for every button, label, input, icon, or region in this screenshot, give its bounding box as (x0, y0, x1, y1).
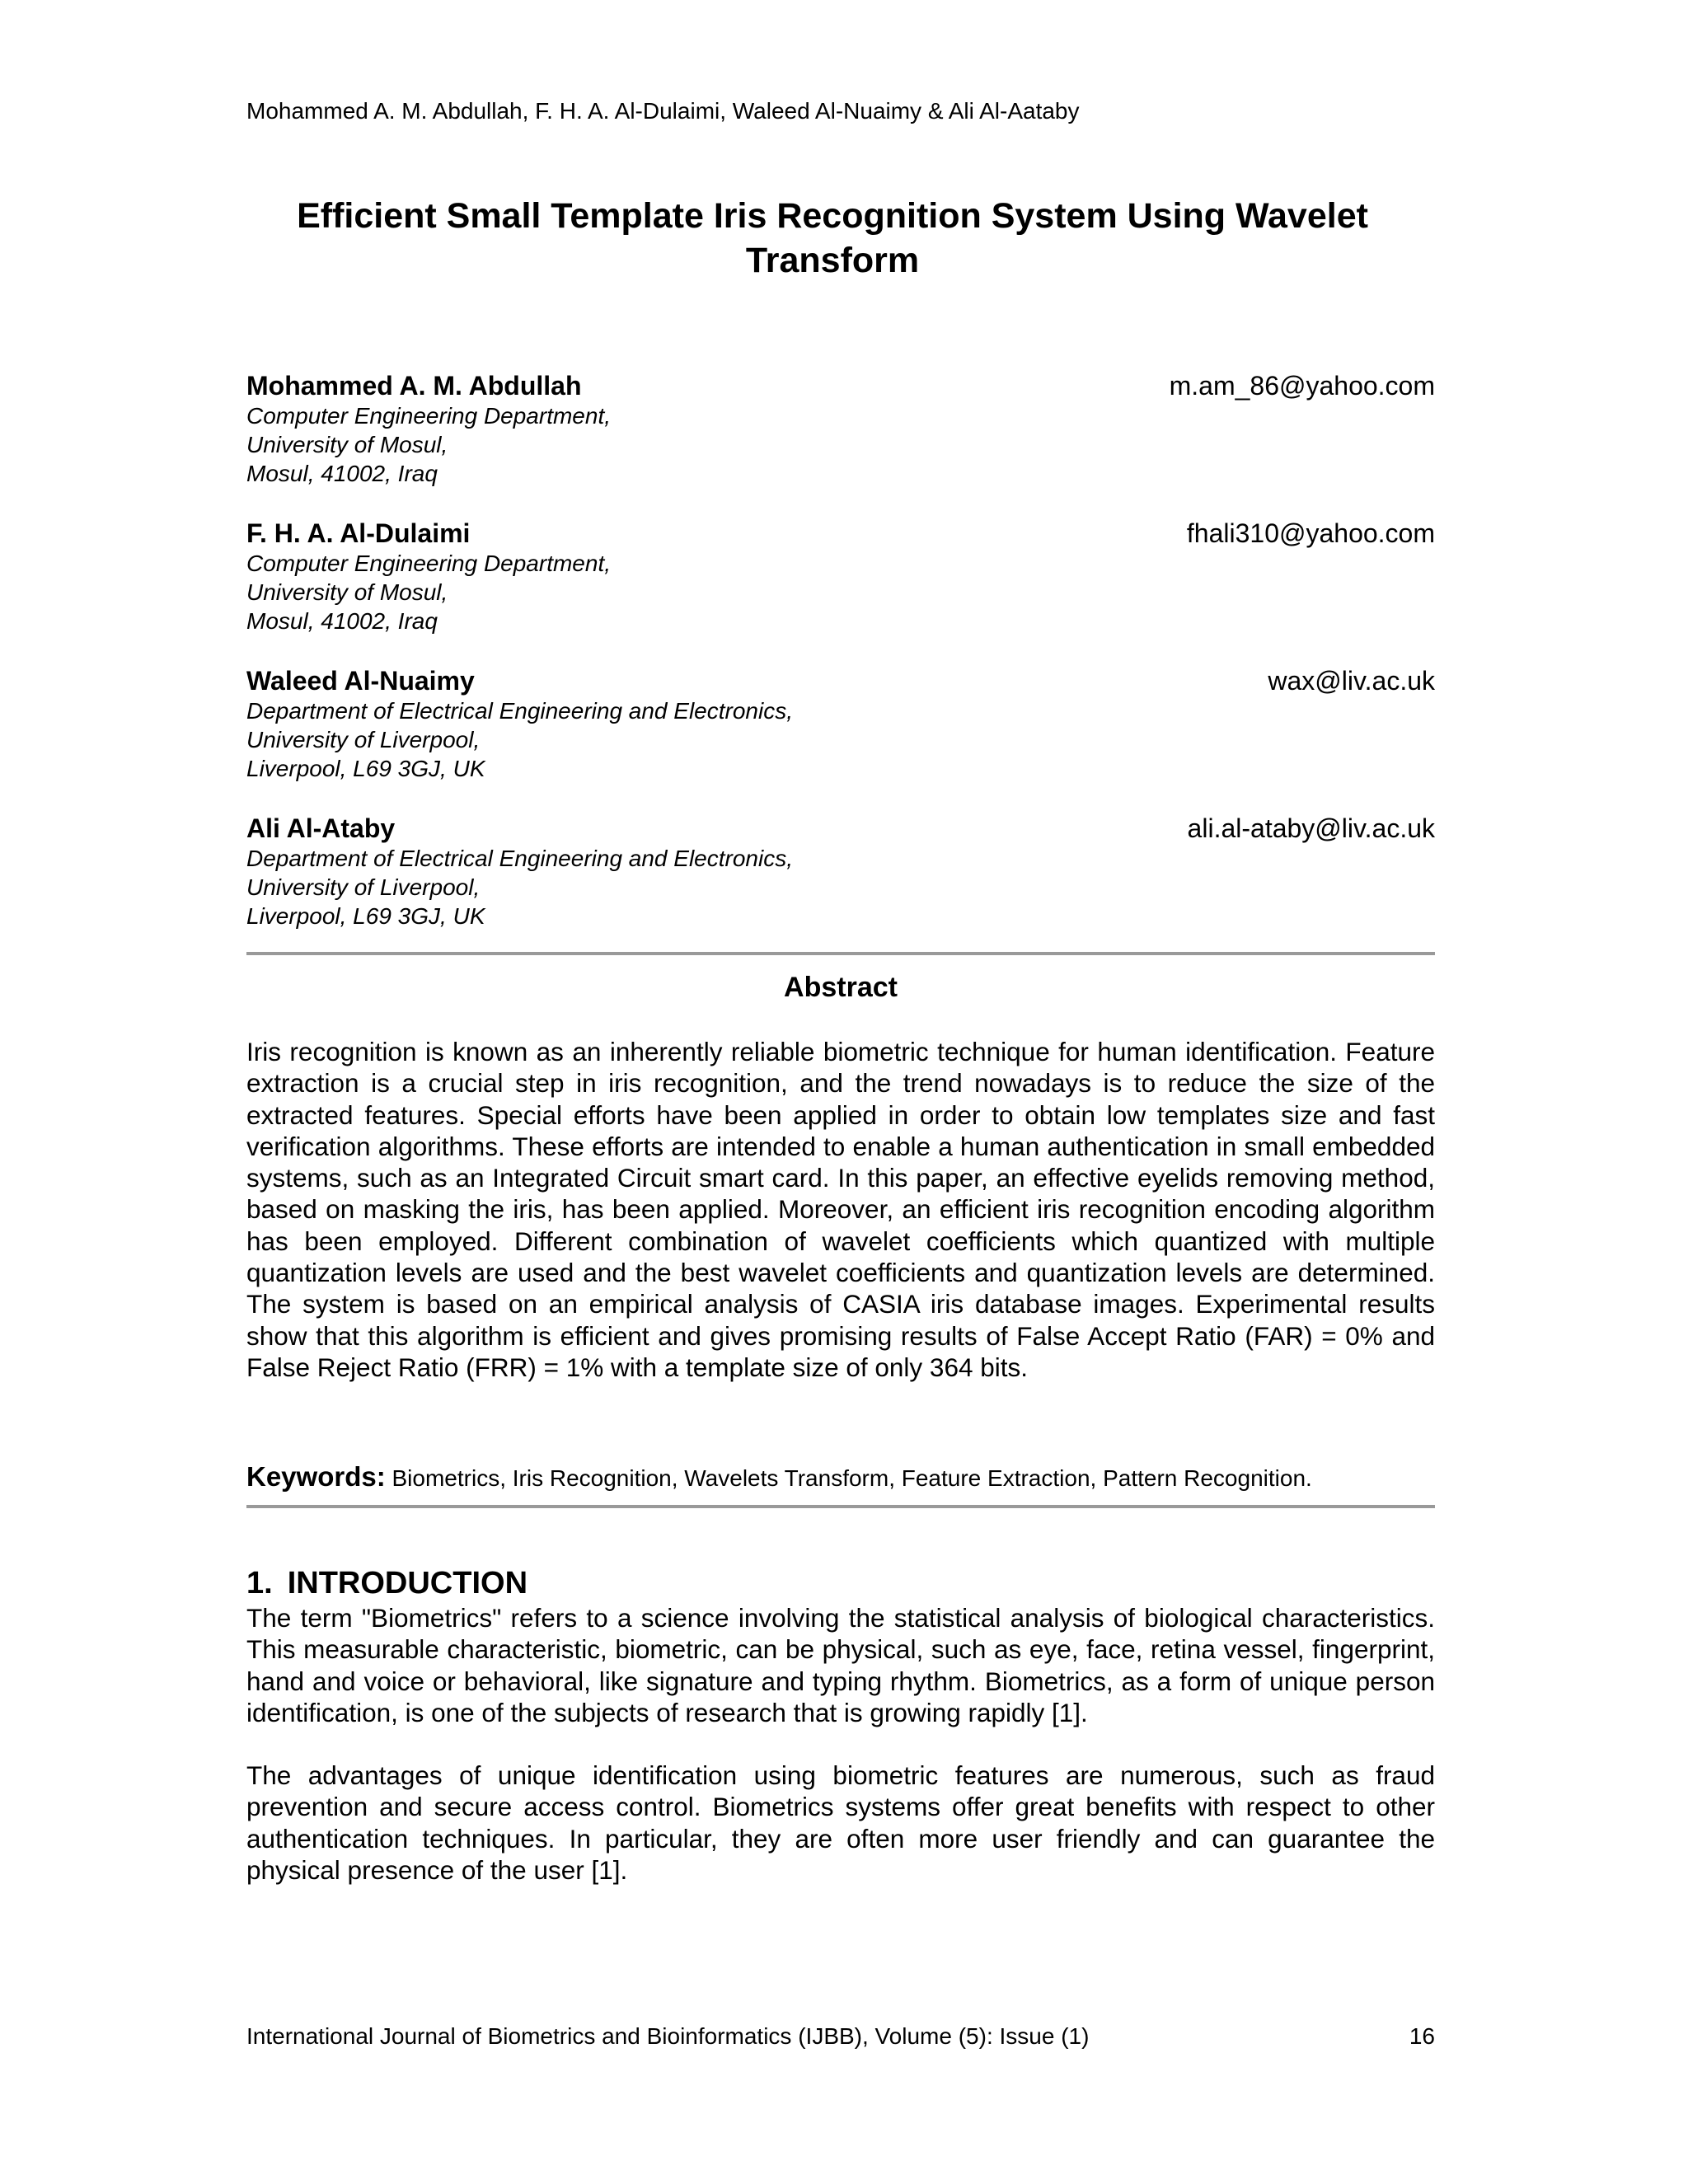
author-block (246, 813, 1435, 930)
section-number: 1. (246, 1566, 273, 1601)
affiliation-line: Department of Electrical Engineering and Electronics, (246, 698, 794, 724)
author-block (246, 665, 1435, 783)
author-block (246, 518, 1435, 635)
affiliation-line: Liverpool, L69 3GJ, UK (246, 903, 485, 929)
author-email[interactable]: ali.al-ataby@liv.ac.uk (1187, 813, 1435, 843)
paper-title: Efficient Small Template Iris Recognition System Using Wavelet Transform (297, 196, 1368, 280)
intro-paragraph: The term "Biometrics" refers to a science involving the statistical analysis of biological characteristics. This measurable characteristic, biometric, can be physical, such as eye, face, retina vessel, fingerprint, hand and voice or behavioral, like signature and typing rhythm. Biometrics, as a form of unique person identification, is one of the subjects of research that is growing rapidly [1]. (246, 1603, 1435, 1727)
section-divider (246, 1505, 1435, 1508)
running-header: Mohammed A. M. Abdullah, F. H. A. Al-Dulaimi, Waleed Al-Nuaimy & Ali Al-Aataby (246, 98, 1080, 124)
author-name: F. H. A. Al-Dulaimi (246, 518, 471, 548)
author-name: Ali Al-Ataby (246, 813, 396, 843)
affiliation-line: University of Liverpool, (246, 874, 481, 900)
affiliation-line: Computer Engineering Department, (246, 551, 612, 576)
intro-paragraph: The advantages of unique identification using biometric features are numerous, such as fraud prevention and secure access control. Biometrics systems offer great benefits with respect to other authentication techniques. In particular, they are often more user friendly and can guarantee the physical presence of the user [1]. (246, 1760, 1435, 1885)
author-name: Waleed Al-Nuaimy (246, 666, 475, 696)
affiliation-line: University of Liverpool, (246, 727, 481, 752)
affiliation-line: University of Mosul, (246, 579, 448, 605)
keywords-label: Keywords: (246, 1461, 386, 1492)
affiliation-line: Mosul, 41002, Iraq (246, 461, 438, 486)
footer-journal: International Journal of Biometrics and Bioinformatics (IJBB), Volume (5): Issue (1) (246, 2023, 1090, 2049)
keywords-line (246, 1460, 1435, 1495)
author-block (246, 370, 1435, 488)
abstract-text: Iris recognition is known as an inherently reliable biometric technique for human identification. Feature extraction is a crucial step in iris recognition, and the trend nowadays is to reduce the size of the extracted features. Special efforts have been applied in order to obtain low templates size and fast verification algorithms. These efforts are intended to enable a human authentication in small embedded systems, such as an Integrated Circuit smart card. In this paper, an effective eyelids removing method, based on masking the iris, has been applied. Moreover, an efficient iris recognition encoding algorithm has been employed. Different combination of wavelet coefficients which quantized with multiple quantization levels are used and the best wavelet coefficients and quantization levels are determined. The system is based on an empirical analysis of CASIA iris database images. Experimental results show that this algorithm is efficient and gives promising results of False Accept Ratio (FAR) = 0% and False Reject Ratio (FRR) = 1% with a template size of only 364 bits. (246, 1037, 1435, 1382)
author-email[interactable]: fhali310@yahoo.com (1186, 518, 1435, 548)
page-number: 16 (1409, 2023, 1435, 2049)
affiliation-line: Mosul, 41002, Iraq (246, 608, 438, 634)
affiliation-line: Liverpool, L69 3GJ, UK (246, 756, 485, 781)
author-name: Mohammed A. M. Abdullah (246, 371, 582, 401)
section-divider (246, 952, 1435, 955)
affiliation-line: Computer Engineering Department, (246, 403, 612, 429)
keywords-text: Biometrics, Iris Recognition, Wavelets Transform, Feature Extraction, Pattern Recognition. (392, 1465, 1312, 1491)
author-email[interactable]: m.am_86@yahoo.com (1169, 371, 1435, 401)
abstract-heading: Abstract (784, 972, 898, 1003)
affiliation-line: Department of Electrical Engineering and Electronics, (246, 846, 794, 871)
author-email[interactable]: wax@liv.ac.uk (1268, 666, 1435, 696)
affiliation-line: University of Mosul, (246, 432, 448, 457)
section-heading (246, 1565, 528, 1601)
section-title: INTRODUCTION (287, 1566, 528, 1601)
